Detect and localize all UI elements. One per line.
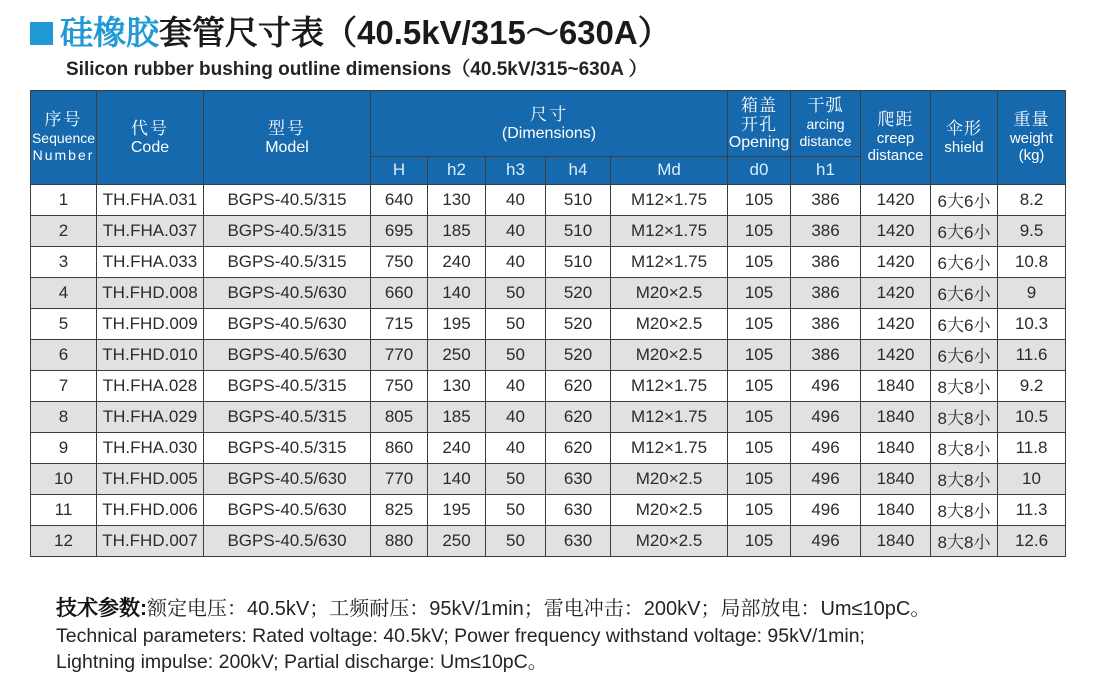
table-cell: 8.2 (998, 184, 1066, 215)
subheader-h2: h2 (428, 156, 486, 184)
table-cell: 250 (428, 525, 486, 556)
table-cell: BGPS-40.5/315 (204, 215, 371, 246)
table-row (31, 432, 1066, 463)
header-weight: 重量 weight (kg) (998, 90, 1066, 184)
table-cell: 40 (486, 215, 546, 246)
subheader-d0: d0 (728, 156, 791, 184)
table-cell: 8大8小 (931, 463, 998, 494)
blue-square-bullet-icon (30, 22, 53, 45)
table-cell: 386 (791, 184, 861, 215)
subheader-H: H (371, 156, 428, 184)
table-cell: 10.3 (998, 308, 1066, 339)
table-cell: 770 (371, 339, 428, 370)
table-cell: 6大6小 (931, 339, 998, 370)
table-body (31, 184, 1066, 556)
table-cell: 250 (428, 339, 486, 370)
table-cell: 386 (791, 308, 861, 339)
table-cell: 9 (31, 432, 97, 463)
table-cell: 105 (728, 432, 791, 463)
page-title-rest: 套管尺寸表（40.5kV/315～630A） (159, 14, 671, 51)
table-cell: 496 (791, 494, 861, 525)
technical-parameters (56, 595, 1095, 675)
table-row (31, 308, 1066, 339)
table-cell: 520 (546, 308, 611, 339)
table-cell: 9.2 (998, 370, 1066, 401)
table-cell: BGPS-40.5/315 (204, 246, 371, 277)
tech-params-en-line2: Lightning impulse: 200kV; Partial discharge: Um≤10pC。 (56, 650, 548, 673)
table-cell: 510 (546, 184, 611, 215)
table-cell: 11 (31, 494, 97, 525)
table-cell: 386 (791, 215, 861, 246)
table-cell: 1840 (861, 432, 931, 463)
table-cell: 12.6 (998, 525, 1066, 556)
tech-params-zh-text: 额定电压：40.5kV；工频耐压：95kV/1min；雷电冲击：200kV；局部放电：Um≤10pC。 (147, 597, 931, 620)
subheader-Md: Md (611, 156, 728, 184)
table-cell: TH.FHD.008 (97, 277, 204, 308)
table-cell: 640 (371, 184, 428, 215)
table-cell: BGPS-40.5/315 (204, 370, 371, 401)
table-cell: M20×2.5 (611, 494, 728, 525)
table-cell: 50 (486, 308, 546, 339)
table-cell: 1840 (861, 463, 931, 494)
subheader-h4: h4 (546, 156, 611, 184)
table-cell: 105 (728, 494, 791, 525)
table-cell: 496 (791, 370, 861, 401)
table-cell: 105 (728, 525, 791, 556)
table-cell: 105 (728, 401, 791, 432)
table-cell: TH.FHD.007 (97, 525, 204, 556)
table-cell: 105 (728, 370, 791, 401)
table-cell: 715 (371, 308, 428, 339)
table-cell: 50 (486, 494, 546, 525)
table-cell: TH.FHA.033 (97, 246, 204, 277)
table-cell: 750 (371, 246, 428, 277)
header-model: 型号 Model (204, 90, 371, 184)
table-cell: 50 (486, 525, 546, 556)
table-row (31, 246, 1066, 277)
table-cell: M20×2.5 (611, 308, 728, 339)
table-cell: 195 (428, 308, 486, 339)
table-cell: 770 (371, 463, 428, 494)
table-cell: M12×1.75 (611, 432, 728, 463)
page-subtitle: Silicon rubber bushing outline dimensions（40.5kV/315~630A ） (66, 58, 648, 80)
tech-params-en-line1: Technical parameters: Rated voltage: 40.5kV; Power frequency withstand voltage: 95kV/1min; (56, 624, 865, 647)
table-cell: 1840 (861, 401, 931, 432)
table-cell: M20×2.5 (611, 463, 728, 494)
page-header (0, 0, 1095, 81)
table-cell: 240 (428, 432, 486, 463)
table-cell: 1840 (861, 494, 931, 525)
table-row (31, 184, 1066, 215)
title-line (30, 16, 1095, 51)
table-header (31, 90, 1066, 184)
table-row (31, 525, 1066, 556)
table-cell: 630 (546, 494, 611, 525)
table-cell: 1 (31, 184, 97, 215)
table-cell: BGPS-40.5/630 (204, 463, 371, 494)
table-cell: 750 (371, 370, 428, 401)
header-sequence: 序号 Sequence Number (31, 90, 97, 184)
table-cell: 50 (486, 339, 546, 370)
table-cell: 130 (428, 370, 486, 401)
table-row (31, 215, 1066, 246)
table-cell: 6大6小 (931, 246, 998, 277)
table-cell: 386 (791, 277, 861, 308)
table-cell: M20×2.5 (611, 525, 728, 556)
table-cell: 40 (486, 401, 546, 432)
table-cell: 496 (791, 401, 861, 432)
table-cell: 510 (546, 246, 611, 277)
table-cell: 620 (546, 432, 611, 463)
table-cell: 195 (428, 494, 486, 525)
subheader-h3: h3 (486, 156, 546, 184)
table-cell: 105 (728, 277, 791, 308)
header-arcing-distance: 干弧 arcing distance (791, 90, 861, 156)
header-opening: 箱盖 开孔 Opening (728, 90, 791, 156)
table-cell: 620 (546, 401, 611, 432)
table-cell: 9.5 (998, 215, 1066, 246)
table-cell: 695 (371, 215, 428, 246)
table-cell: 140 (428, 463, 486, 494)
table-cell: 660 (371, 277, 428, 308)
table-cell: 386 (791, 339, 861, 370)
table-cell: BGPS-40.5/315 (204, 184, 371, 215)
table-cell: M12×1.75 (611, 215, 728, 246)
header-shield: 伞形 shield (931, 90, 998, 184)
table-cell: 105 (728, 246, 791, 277)
table-cell: BGPS-40.5/630 (204, 339, 371, 370)
table-cell: 10 (31, 463, 97, 494)
table-cell: TH.FHA.031 (97, 184, 204, 215)
table-cell: 240 (428, 246, 486, 277)
table-cell: 5 (31, 308, 97, 339)
table-cell: TH.FHA.037 (97, 215, 204, 246)
table-cell: 10 (998, 463, 1066, 494)
table-cell: 8大8小 (931, 525, 998, 556)
table-cell: 6大6小 (931, 184, 998, 215)
table-cell: 6大6小 (931, 215, 998, 246)
table-cell: 12 (31, 525, 97, 556)
table-cell: 40 (486, 246, 546, 277)
table-cell: 386 (791, 246, 861, 277)
table-cell: TH.FHD.005 (97, 463, 204, 494)
header-dimensions: 尺寸 (Dimensions) (371, 90, 728, 156)
table-cell: BGPS-40.5/315 (204, 432, 371, 463)
table-cell: 40 (486, 184, 546, 215)
table-cell: 9 (998, 277, 1066, 308)
header-creep-distance: 爬距 creep distance (861, 90, 931, 184)
header-code: 代号 Code (97, 90, 204, 184)
bushing-dimensions-table (30, 90, 1066, 557)
table-cell: 496 (791, 525, 861, 556)
table-cell: 1420 (861, 277, 931, 308)
table-cell: TH.FHA.029 (97, 401, 204, 432)
table-cell: 1840 (861, 370, 931, 401)
table-cell: 11.8 (998, 432, 1066, 463)
table-cell: 6 (31, 339, 97, 370)
table-cell: 185 (428, 401, 486, 432)
table-cell: M12×1.75 (611, 370, 728, 401)
table-cell: 40 (486, 370, 546, 401)
tech-params-zh (56, 595, 1095, 623)
table-cell: 510 (546, 215, 611, 246)
table-cell: 185 (428, 215, 486, 246)
table-cell: 880 (371, 525, 428, 556)
table-cell: 805 (371, 401, 428, 432)
table-cell: 825 (371, 494, 428, 525)
table-cell: 8大8小 (931, 370, 998, 401)
table-cell: 1420 (861, 246, 931, 277)
table-cell: 8大8小 (931, 401, 998, 432)
table-cell: BGPS-40.5/630 (204, 277, 371, 308)
table-cell: 10.5 (998, 401, 1066, 432)
table-cell: 140 (428, 277, 486, 308)
table-cell: BGPS-40.5/630 (204, 525, 371, 556)
table-cell: 496 (791, 432, 861, 463)
table-row (31, 277, 1066, 308)
table-cell: 40 (486, 432, 546, 463)
table-cell: BGPS-40.5/630 (204, 308, 371, 339)
tech-params-label: 技术参数: (56, 596, 147, 620)
table-cell: 630 (546, 525, 611, 556)
table-cell: 7 (31, 370, 97, 401)
table-cell: 6大6小 (931, 308, 998, 339)
table-cell: 130 (428, 184, 486, 215)
table-cell: 11.6 (998, 339, 1066, 370)
table-cell: 105 (728, 339, 791, 370)
table-cell: 50 (486, 277, 546, 308)
subheader-h1: h1 (791, 156, 861, 184)
table-cell: 105 (728, 308, 791, 339)
table-cell: 6大6小 (931, 277, 998, 308)
table-cell: M12×1.75 (611, 401, 728, 432)
table-cell: BGPS-40.5/630 (204, 494, 371, 525)
table-cell: 630 (546, 463, 611, 494)
table-row (31, 463, 1066, 494)
table-cell: 105 (728, 215, 791, 246)
table-cell: TH.FHD.010 (97, 339, 204, 370)
table-cell: BGPS-40.5/315 (204, 401, 371, 432)
table-cell: 1840 (861, 525, 931, 556)
table-row (31, 370, 1066, 401)
table-cell: M20×2.5 (611, 277, 728, 308)
table-row (31, 339, 1066, 370)
table-cell: 105 (728, 184, 791, 215)
table-cell: 496 (791, 463, 861, 494)
table-cell: 860 (371, 432, 428, 463)
table-cell: TH.FHD.006 (97, 494, 204, 525)
table-cell: 11.3 (998, 494, 1066, 525)
table-cell: M12×1.75 (611, 246, 728, 277)
table-cell: 105 (728, 463, 791, 494)
table-cell: 2 (31, 215, 97, 246)
table-cell: 1420 (861, 215, 931, 246)
table-cell: M12×1.75 (611, 184, 728, 215)
table-cell: 520 (546, 277, 611, 308)
table-cell: 8大8小 (931, 494, 998, 525)
table-row (31, 401, 1066, 432)
page-title (60, 16, 671, 51)
table-cell: 1420 (861, 308, 931, 339)
table-cell: 10.8 (998, 246, 1066, 277)
page-title-accent: 硅橡胶 (60, 14, 159, 51)
table-cell: 620 (546, 370, 611, 401)
table-cell: TH.FHD.009 (97, 308, 204, 339)
table-cell: 8 (31, 401, 97, 432)
table-cell: TH.FHA.030 (97, 432, 204, 463)
table-cell: M20×2.5 (611, 339, 728, 370)
table-row (31, 494, 1066, 525)
table-cell: 3 (31, 246, 97, 277)
table-cell: 8大8小 (931, 432, 998, 463)
table-cell: 50 (486, 463, 546, 494)
table-cell: 4 (31, 277, 97, 308)
table-cell: 520 (546, 339, 611, 370)
table-cell: 1420 (861, 184, 931, 215)
table-cell: 1420 (861, 339, 931, 370)
table-cell: TH.FHA.028 (97, 370, 204, 401)
